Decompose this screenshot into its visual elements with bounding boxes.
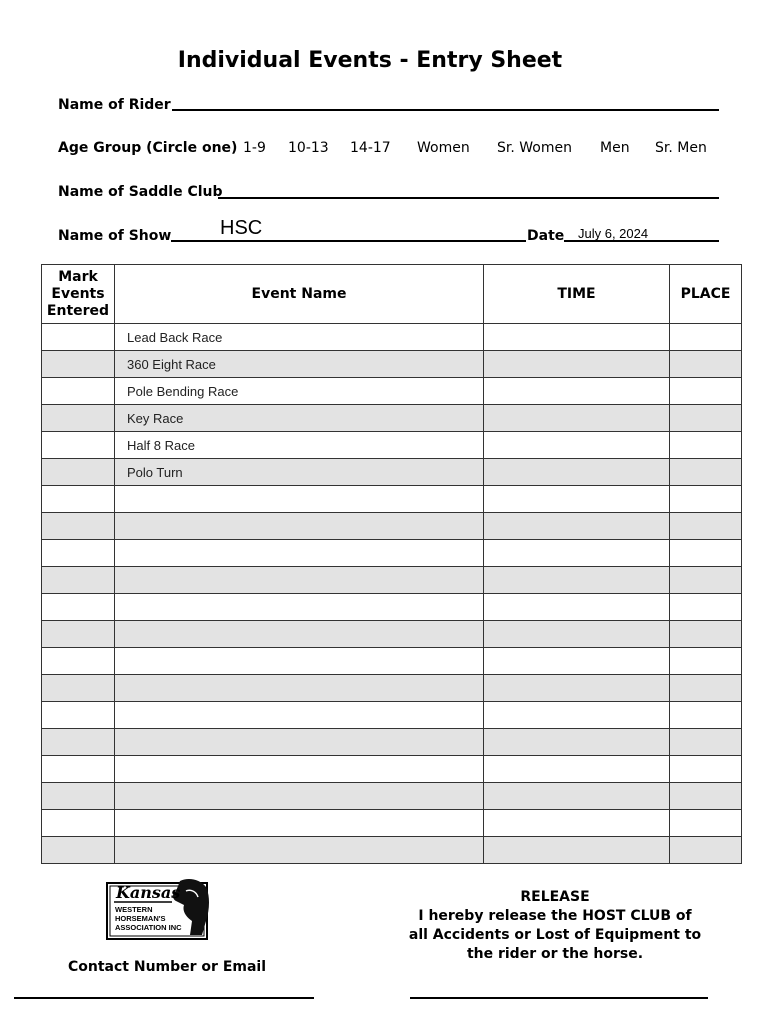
time-cell[interactable] xyxy=(484,648,670,675)
time-cell[interactable] xyxy=(484,405,670,432)
place-cell[interactable] xyxy=(670,729,742,756)
time-cell[interactable] xyxy=(484,702,670,729)
event-name-cell[interactable] xyxy=(115,513,484,540)
mark-cell[interactable] xyxy=(42,486,115,513)
place-cell[interactable] xyxy=(670,324,742,351)
mark-cell[interactable] xyxy=(42,621,115,648)
mark-cell[interactable] xyxy=(42,432,115,459)
event-name-cell[interactable]: Polo Turn xyxy=(115,459,484,486)
event-name-cell[interactable] xyxy=(115,702,484,729)
header-time: TIME xyxy=(484,265,670,324)
mark-cell[interactable] xyxy=(42,540,115,567)
age-option-sr-men[interactable]: Sr. Men xyxy=(655,140,707,156)
logo-kansas-text: Kansas xyxy=(116,883,181,902)
table-row xyxy=(42,783,742,810)
table-row xyxy=(42,621,742,648)
rider-label: Name of Rider xyxy=(58,97,171,113)
event-name-cell[interactable] xyxy=(115,648,484,675)
rider-name-line[interactable] xyxy=(172,109,719,111)
place-cell[interactable] xyxy=(670,513,742,540)
time-cell[interactable] xyxy=(484,810,670,837)
place-cell[interactable] xyxy=(670,810,742,837)
time-cell[interactable] xyxy=(484,486,670,513)
place-cell[interactable] xyxy=(670,540,742,567)
header-mark-events: Mark Events Entered xyxy=(42,265,115,324)
time-cell[interactable] xyxy=(484,378,670,405)
table-row xyxy=(42,648,742,675)
table-row xyxy=(42,405,742,432)
table-row xyxy=(42,540,742,567)
mark-cell[interactable] xyxy=(42,513,115,540)
time-cell[interactable] xyxy=(484,756,670,783)
time-cell[interactable] xyxy=(484,837,670,864)
release-line-2: all Accidents or Lost of Equipment to xyxy=(408,927,702,943)
time-cell[interactable] xyxy=(484,729,670,756)
place-cell[interactable] xyxy=(670,378,742,405)
table-row xyxy=(42,702,742,729)
place-cell[interactable] xyxy=(670,783,742,810)
event-name-cell[interactable]: Pole Bending Race xyxy=(115,378,484,405)
mark-cell[interactable] xyxy=(42,594,115,621)
event-name-cell[interactable] xyxy=(115,810,484,837)
time-cell[interactable] xyxy=(484,783,670,810)
event-name-cell[interactable] xyxy=(115,729,484,756)
place-cell[interactable] xyxy=(670,675,742,702)
event-name-cell[interactable] xyxy=(115,756,484,783)
mark-cell[interactable] xyxy=(42,729,115,756)
event-name-cell[interactable] xyxy=(115,594,484,621)
age-group-label: Age Group (Circle one) xyxy=(58,140,238,156)
table-header-row xyxy=(42,265,742,324)
svg-text:HORSEMAN'S: HORSEMAN'S xyxy=(115,914,166,923)
table-row xyxy=(42,594,742,621)
release-block xyxy=(400,888,710,964)
time-cell[interactable] xyxy=(484,540,670,567)
table-row xyxy=(42,378,742,405)
table-row xyxy=(42,432,742,459)
event-name-cell[interactable]: Key Race xyxy=(115,405,484,432)
time-cell[interactable] xyxy=(484,675,670,702)
time-cell[interactable] xyxy=(484,594,670,621)
svg-text:WESTERN: WESTERN xyxy=(115,905,153,914)
saddle-club-label: Name of Saddle Club xyxy=(58,184,223,200)
mark-cell[interactable] xyxy=(42,810,115,837)
mark-cell[interactable] xyxy=(42,324,115,351)
table-row xyxy=(42,351,742,378)
event-name-cell[interactable] xyxy=(115,486,484,513)
table-row xyxy=(42,729,742,756)
time-cell[interactable] xyxy=(484,351,670,378)
age-option-women[interactable]: Women xyxy=(417,140,470,156)
mark-cell[interactable] xyxy=(42,459,115,486)
time-cell[interactable] xyxy=(484,459,670,486)
event-name-cell[interactable] xyxy=(115,621,484,648)
show-name-line[interactable] xyxy=(171,240,526,242)
release-line-3: the rider or the horse. xyxy=(466,946,644,962)
contact-line[interactable] xyxy=(14,997,314,999)
age-option-14-17[interactable]: 14-17 xyxy=(350,140,391,156)
mark-cell[interactable] xyxy=(42,675,115,702)
time-cell[interactable] xyxy=(484,621,670,648)
place-cell[interactable] xyxy=(670,837,742,864)
place-cell[interactable] xyxy=(670,459,742,486)
event-name-cell[interactable] xyxy=(115,540,484,567)
table-row xyxy=(42,675,742,702)
mark-cell[interactable] xyxy=(42,837,115,864)
entry-table-body xyxy=(42,324,742,864)
age-option-sr-women[interactable]: Sr. Women xyxy=(497,140,572,156)
entry-table xyxy=(41,264,742,864)
place-cell[interactable] xyxy=(670,486,742,513)
place-cell[interactable] xyxy=(670,702,742,729)
place-cell[interactable] xyxy=(670,351,742,378)
svg-text:ASSOCIATION INC: ASSOCIATION INC xyxy=(115,923,182,932)
table-row xyxy=(42,567,742,594)
event-name-cell[interactable]: Half 8 Race xyxy=(115,432,484,459)
age-option-1-9[interactable]: 1-9 xyxy=(243,140,266,156)
table-row xyxy=(42,810,742,837)
mark-cell[interactable] xyxy=(42,783,115,810)
time-cell[interactable] xyxy=(484,513,670,540)
event-name-cell[interactable] xyxy=(115,837,484,864)
table-row xyxy=(42,513,742,540)
mark-cell[interactable] xyxy=(42,405,115,432)
mark-cell[interactable] xyxy=(42,378,115,405)
age-option-10-13[interactable]: 10-13 xyxy=(288,140,329,156)
saddle-club-line[interactable] xyxy=(218,197,719,199)
release-line-1: I hereby release the HOST CLUB of xyxy=(418,908,692,924)
show-value[interactable]: HSC xyxy=(220,217,263,239)
time-cell[interactable] xyxy=(484,324,670,351)
date-value[interactable]: July 6, 2024 xyxy=(578,226,649,241)
place-cell[interactable] xyxy=(670,594,742,621)
time-cell[interactable] xyxy=(484,567,670,594)
mark-cell[interactable] xyxy=(42,756,115,783)
table-row xyxy=(42,756,742,783)
mark-cell[interactable] xyxy=(42,567,115,594)
header-event-name: Event Name xyxy=(115,265,484,324)
date-label: Date xyxy=(527,228,565,244)
table-row xyxy=(42,324,742,351)
page-title: Individual Events - Entry Sheet xyxy=(177,48,563,73)
event-name-cell[interactable] xyxy=(115,567,484,594)
event-name-cell[interactable] xyxy=(115,783,484,810)
signature-line[interactable] xyxy=(410,997,708,999)
table-row xyxy=(42,486,742,513)
release-heading: RELEASE xyxy=(520,889,590,905)
header-place: PLACE xyxy=(670,265,742,324)
mark-cell[interactable] xyxy=(42,351,115,378)
event-name-cell[interactable] xyxy=(115,675,484,702)
mark-cell[interactable] xyxy=(42,648,115,675)
kwha-logo xyxy=(106,877,212,941)
time-cell[interactable] xyxy=(484,432,670,459)
contact-label: Contact Number or Email xyxy=(68,959,267,975)
place-cell[interactable] xyxy=(670,648,742,675)
place-cell[interactable] xyxy=(670,567,742,594)
age-option-men[interactable]: Men xyxy=(600,140,630,156)
show-label: Name of Show xyxy=(58,228,172,244)
place-cell[interactable] xyxy=(670,405,742,432)
place-cell[interactable] xyxy=(670,432,742,459)
table-row xyxy=(42,837,742,864)
place-cell[interactable] xyxy=(670,756,742,783)
place-cell[interactable] xyxy=(670,621,742,648)
mark-cell[interactable] xyxy=(42,702,115,729)
table-row xyxy=(42,459,742,486)
event-name-cell[interactable]: 360 Eight Race xyxy=(115,351,484,378)
event-name-cell[interactable]: Lead Back Race xyxy=(115,324,484,351)
